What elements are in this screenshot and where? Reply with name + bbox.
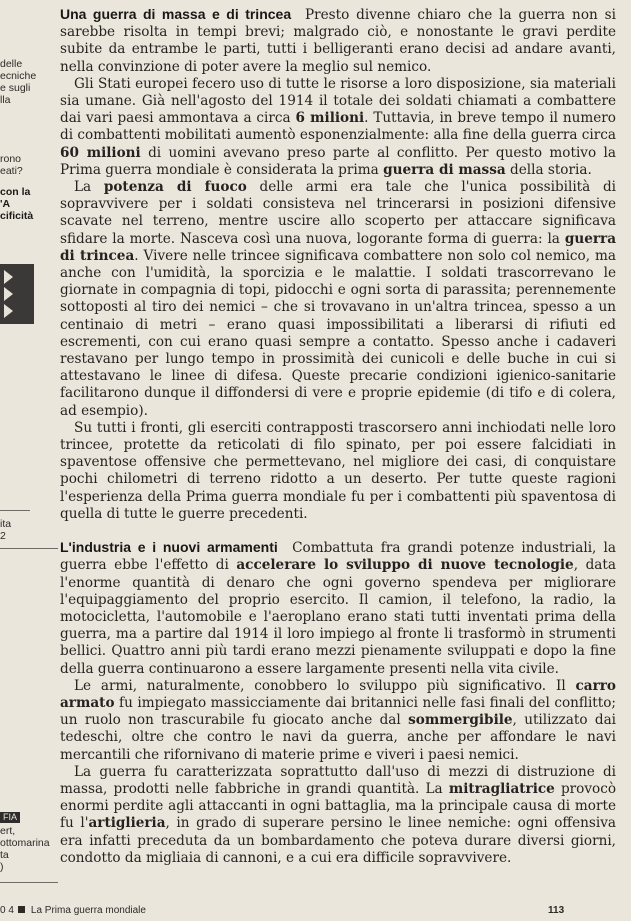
margin-note-5: ert, ottomarina ta ) [0, 825, 50, 873]
margin-note-5-tag: FIA [0, 811, 62, 823]
section-heading-mass-war: Una guerra di massa e di trincea [60, 6, 292, 22]
page-number: 113 [548, 905, 565, 916]
footer-unit [0, 905, 146, 916]
unit-number: 0 4 [0, 905, 14, 916]
main-text [60, 6, 616, 867]
paragraph: Gli Stati europei fecero uso di tutte le risorse a loro disposizione, sia materiali sia umane. Già nell'agosto del 1914 il totale dei soldati chiamati a combattere dai vari paesi ammontava a circa 6 milioni. Tuttavia, in breve tempo il numero di combattenti mobilitati aumentò esponenzialmente: alla fine della guerra circa 60 milioni di uomini avevano preso parte al conflitto. Per questo motivo la Prima guerra mondiale è considerata la prima guerra di massa della storia. [60, 75, 617, 178]
margin-note-3: con la 'A cificità [0, 186, 34, 222]
margin-note-2: rono eati? [0, 153, 23, 177]
paragraph: La guerra fu caratterizzata soprattutto dall'uso di mezzi di distruzione di massa, prodotti nelle fabbriche in grandi quantità. La mitragliatrice provocò enormi perdite agli attaccanti in ogni battaglia, ma la principale causa di morte fu l'artiglieria, in grado di superare persino le linee nemiche: ogni offensiva era infatti preceduta da un bombardamento che poteva durare diversi giorni, condotto da migliaia di cannoni, e a cui era difficile sopravvivere. [60, 763, 616, 866]
paragraph: L'industria e i nuovi armamenti Combattuta fra grandi potenze industriali, la guerra ebbe l'effetto di accelerare lo sviluppo di nuove tecnologie, data l'enorme quantità di denaro che ogni governo spendeva per migliorare l'equipaggiamento del proprio esercito. Il camion, il telefono, la radio, la motocicletta, l'automobile e l'aeroplano erano stati tutti inventati prima della guerra, ma a partire dal 1914 il loro impiego al fronte li trasformò in strumenti bellici. Quattro anni più tardi erano mezzi pienamente sviluppati e dopo la fine della guerra continuarono a essere largamente presenti nella vita civile. [60, 539, 616, 677]
margin-divider [0, 510, 30, 511]
paragraph: Su tutti i fronti, gli eserciti contrapposti trascorsero anni inchiodati nelle loro trincee, protette da reticolati di filo spinato, per poi essere falcidiati in spaventose offensive che permettevano, nel migliore dei casi, di conquistare pochi chilometri di terreno ridotto a un deserto. Per tutte queste ragioni l'esperienza della Prima guerra mondiale fu per i combattenti più spaventosa di quella di tutte le guerre precedenti. [60, 419, 616, 522]
margin-divider [0, 882, 58, 883]
unit-title: La Prima guerra mondiale [30, 905, 146, 916]
paragraph: Una guerra di massa e di trincea Presto divenne chiaro che la guerra non si sarebbe risolta in tempi brevi; malgrado ciò, e nonostante le gravi perdite subite da entrambe le parti, tutti i belligeranti erano decisi ad andare avanti, nella convinzione di poter avere la meglio sul nemico. [60, 6, 616, 75]
margin-note-1: delle ecniche e sugli lla [0, 58, 37, 106]
margin-arrows-icon [0, 264, 34, 324]
margin-divider [0, 548, 58, 549]
paragraph: La potenza di fuoco delle armi era tale che l'unica possibilità di sopravvivere per i soldati consisteva nel trincerarsi in posizioni difensive scavate nel terreno, mentre uscire allo scoperto per attaccare significava sfidare la morte. Nasceva così una nuova, logorante forma di guerra: la guerra di trincea. Vivere nelle trincee significava combattere non solo col nemico, ma anche con l'umidità, la sporcizia e le malattie. I soldati trascorrevano le giornate in compagnia di topi, pidocchi e ogni sorta di parassita; perennemente sottoposti al tiro dei nemici – che si trovavano in un'altra trincea, spesso a un centinaio di metri – erano quasi impossibilitati a liberarsi di rifiuti ed escrementi, con cui erano quasi sempre a contatto. Spesso anche i cadaveri restavano per lungo tempo in prossimità dei cunicoli e delle buche in cui si attestavano le linee di difesa. Queste precarie condizioni igienico-sanitarie facilitarono dunque il diffondersi di vere e proprie epidemie (di tifo e di colera, ad esempio). [60, 179, 617, 419]
square-bullet-icon [18, 906, 25, 913]
section-heading-industry: L'industria e i nuovi armamenti [60, 539, 278, 556]
paragraph: Le armi, naturalmente, conobbero lo sviluppo più significativo. Il carro armato fu impiegato massicciamente dai britannici nelle fasi finali del conflitto; un ruolo non trascurabile fu giocato anche dal sommergibile, utilizzato dai tedeschi, oltre che contro le navi da guerra, anche per affondare le navi mercantili che rifornivano di materie prime e viveri i paesi nemici. [60, 677, 617, 763]
margin-note-4: ita 2 [0, 518, 12, 542]
